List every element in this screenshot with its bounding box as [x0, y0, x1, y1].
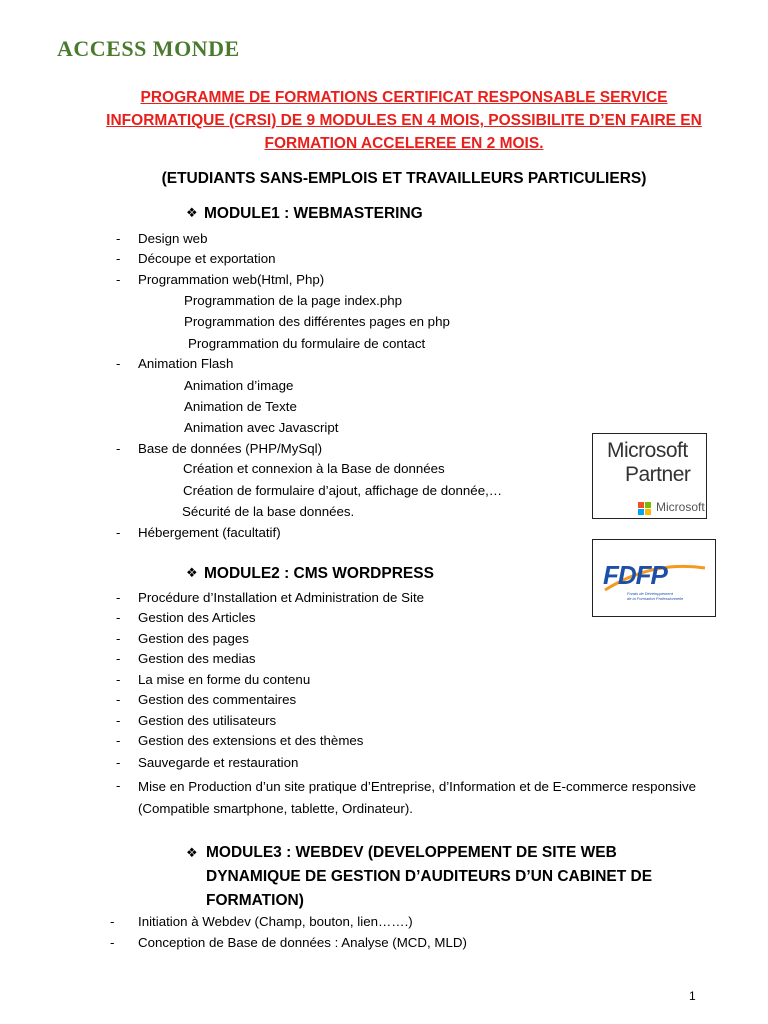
list-item: Gestion des commentaires: [138, 692, 297, 707]
microsoft-partner-logo: [592, 433, 707, 519]
dash-bullet: -: [116, 251, 121, 266]
sub-item: Création de formulaire d’ajout, affichage de donnée,…: [183, 483, 503, 498]
dash-bullet: -: [110, 935, 115, 950]
list-item: Base de données (PHP/MySql): [138, 441, 323, 456]
dash-bullet: -: [116, 713, 121, 728]
page-number: 1: [689, 989, 696, 1003]
module2-title: MODULE2 : CMS WORDPRESS: [204, 565, 434, 582]
dash-bullet: -: [116, 272, 121, 287]
program-title-line: PROGRAMME DE FORMATIONS CERTIFICAT RESPONSABLE SERVICE: [140, 89, 668, 106]
fdfp-tagline: Fonds de Développement: [627, 591, 673, 596]
module3-title: MODULE3 : WEBDEV (DEVELOPPEMENT DE SITE WEB DYNAMIQUE DE GESTION D’AUDITEURS D’UN CABINET DE FORMATION): [206, 844, 653, 909]
sub-item: Animation d’image: [184, 378, 294, 393]
list-item-multiline: Mise en Production d’un site pratique d’Entreprise, d’Information et de E-commerce responsive (Compatible smartphone, tablette, Ordinateur).: [138, 779, 697, 816]
dash-bullet: -: [116, 525, 121, 540]
windows-grid-icon: [638, 502, 652, 516]
logo-text-microsoft: Microsoft: [607, 439, 688, 462]
list-item: Gestion des extensions et des thèmes: [138, 733, 364, 748]
dash-bullet: -: [116, 631, 121, 646]
list-item: Animation Flash: [138, 356, 234, 371]
list-item: Gestion des pages: [138, 631, 249, 646]
dash-bullet: -: [116, 651, 121, 666]
sub-item: Animation avec Javascript: [184, 420, 339, 435]
sub-item: Animation de Texte: [184, 399, 297, 414]
program-title: [80, 86, 728, 155]
dash-bullet: -: [116, 755, 121, 770]
dash-bullet: -: [116, 231, 121, 246]
diamond-bullet-icon: ❖: [186, 205, 198, 220]
list-item: Design web: [138, 231, 208, 246]
diamond-bullet-icon: ❖: [186, 845, 198, 860]
sub-item: Sécurité de la base données.: [182, 504, 355, 519]
program-title-line: INFORMATIQUE (CRSI) DE 9 MODULES EN 4 MOIS, POSSIBILITE D’EN FAIRE EN: [106, 112, 702, 129]
diamond-bullet-icon: ❖: [186, 565, 198, 580]
dash-bullet: -: [116, 733, 121, 748]
dash-bullet: -: [116, 356, 121, 371]
list-item: Gestion des utilisateurs: [138, 713, 277, 728]
dash-bullet: -: [116, 590, 121, 605]
dash-bullet: -: [116, 441, 121, 456]
dash-bullet: -: [116, 692, 121, 707]
dash-bullet: -: [110, 914, 115, 929]
sub-item: Programmation des différentes pages en php: [184, 314, 450, 329]
list-item: Hébergement (facultatif): [138, 525, 281, 540]
list-item: Gestion des Articles: [138, 610, 256, 625]
module2-heading: [186, 565, 434, 583]
dash-bullet: -: [116, 610, 121, 625]
list-item: Découpe et exportation: [138, 251, 276, 266]
list-item: Conception de Base de données : Analyse (MCD, MLD): [138, 935, 467, 950]
fdfp-logo: [592, 539, 716, 617]
list-item: Gestion des medias: [138, 651, 256, 666]
list-item: Sauvegarde et restauration: [138, 755, 299, 770]
organization-name: ACCESS MONDE: [57, 36, 240, 61]
list-item: La mise en forme du contenu: [138, 672, 311, 687]
dash-bullet: -: [116, 778, 121, 793]
list-item: Procédure d’Installation et Administration de Site: [138, 590, 425, 605]
list-item: Initiation à Webdev (Champ, bouton, lien…….): [138, 914, 413, 929]
module1-heading: [186, 205, 423, 223]
audience-subtitle: (ETUDIANTS SANS-EMPLOIS ET TRAVAILLEURS PARTICULIERS): [161, 170, 647, 187]
fdfp-tagline: de la Formation Professionnelle: [627, 596, 684, 601]
sub-item: Création et connexion à la Base de données: [183, 461, 445, 476]
sub-item: Programmation du formulaire de contact: [188, 336, 426, 351]
list-item: Programmation web(Html, Php): [138, 272, 325, 287]
program-title-line: FORMATION ACCELEREE EN 2 MOIS.: [264, 135, 544, 152]
module1-title: MODULE1 : WEBMASTERING: [204, 205, 423, 222]
dash-bullet: -: [116, 672, 121, 687]
logo-text-partner: Partner: [625, 463, 691, 486]
logo-text-microsoft-brand: Microsoft: [656, 500, 705, 514]
fdfp-mark: FDFP: [603, 560, 667, 590]
sub-item: Programmation de la page index.php: [184, 293, 403, 308]
